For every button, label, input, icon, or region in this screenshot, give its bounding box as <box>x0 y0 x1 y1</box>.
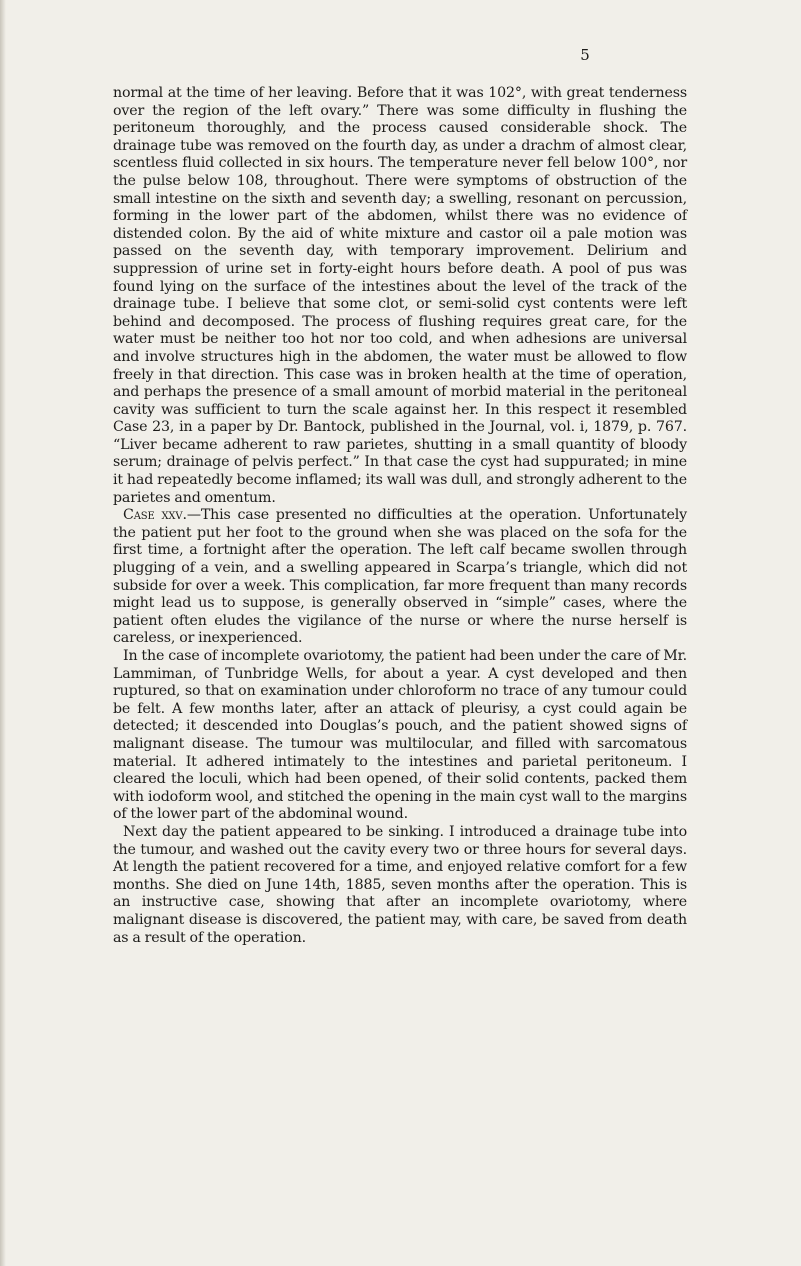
paragraph-3: In the case of incomplete ovariotomy, the patient had been under the care of Mr. Lammiman, of Tunbridge Wells, for about a year. A cyst developed and then ruptured, so that on examination under chloroform no trace of any tumour could be felt. A few months later, after an attack of pleurisy, a cyst could again be detected; it descended into Douglas’s pouch, and the patient showed signs of malignant disease. The tumour was multilocular, and filled with sarcomatous material. It adhered intimately to the intestines and parietal peritoneum. I cleared the loculi, which had been opened, of their solid contents, packed them with iodoform wool, and stitched the opening in the main cyst wall to the margins of the lower part of the abdominal wound. <box>113 648 687 823</box>
paragraph-1: normal at the time of her leaving. Before that it was 102°, with great tenderness over the region of the left ovary.” There was some difficulty in flushing the peritoneum thoroughly, and the process caused considerable shock. The drainage tube was removed on the fourth day, as under a drachm of almost clear, scentless fluid collected in six hours. The temperature never fell below 100°, nor the pulse below 108, throughout. There were symptoms of obstruction of the small intestine on the sixth and seventh day; a swelling, resonant on percussion, forming in the lower part of the abdomen, whilst there was no evidence of distended colon. By the aid of white mixture and castor oil a pale motion was passed on the seventh day, with temporary improvement. Delirium and suppression of urine set in forty-eight hours before death. A pool of pus was found lying on the surface of the intestines about the level of the track of the drainage tube. I believe that some clot, or semi-solid cyst contents were left behind and decomposed. The process of flushing requires great care, for the water must be neither too hot nor too cold, and when adhesions are universal and involve structures high in the abdomen, the water must be allowed to flow freely in that direction. This case was in broken health at the time of operation, and perhaps the presence of a small amount of morbid material in the peritoneal cavity was sufficient to turn the scale against her. In this respect it resembled Case 23, in a paper by Dr. Bantock, published in the Journal, vol. i, 1879, p. 767. “Liver became adherent to raw parietes, shutting in a small quantity of bloody serum; drainage of pelvis perfect.” In that case the cyst had suppurated; in mine it had repeatedly become inflamed; its wall was dull, and strongly adherent to the parietes and omentum. <box>113 85 687 506</box>
paragraph-4: Next day the patient appeared to be sinking. I introduced a drainage tube into the tumour, and washed out the cavity every two or three hours for several days. At length the patient recovered for a time, and enjoyed relative comfort for a few months. She died on June 14th, 1885, seven months after the operation. This is an instructive case, showing that after an incomplete ovariotomy, where malignant disease is discovered, the patient may, with care, be saved from death as a result of the operation. <box>113 823 687 946</box>
body-text <box>113 85 687 947</box>
case-label: Case xxv. <box>123 507 187 524</box>
page-number: 5 <box>580 46 590 64</box>
page-edge-shadow <box>0 0 6 1266</box>
paragraph-2 <box>113 507 687 648</box>
paragraph-2-text: —This case presented no difficulties at the operation. Unfortunately the patient put her foot to the ground when she was placed on the sofa for the first time, a fortnight after the operation. The left calf became swollen through plugging of a vein, and a swelling appeared in Scarpa’s triangle, which did not subside for over a week. This complication, far more frequent than many records might lead us to suppose, is generally observed in “simple” cases, where the patient often eludes the vigilance of the nurse or where the nurse herself is careless, or inexperienced. <box>113 507 687 647</box>
